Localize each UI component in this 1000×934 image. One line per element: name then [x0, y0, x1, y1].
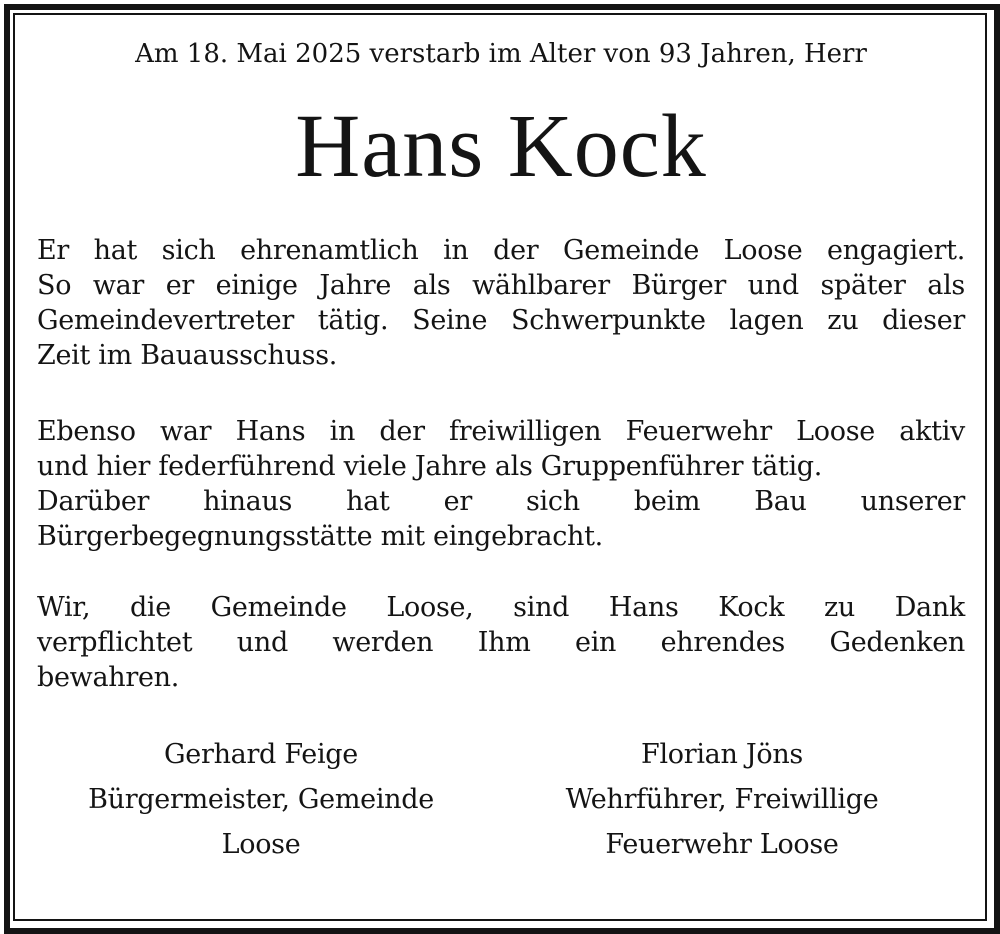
signatory-name: Gerhard Feige: [164, 739, 358, 770]
intro-line: Am 18. Mai 2025 verstarb im Alter von 93 Jahren, Herr: [135, 39, 867, 69]
paragraph-line: Bürgerbegegnungsstätte mit eingebracht.: [37, 521, 603, 552]
paragraph-civic-service: [37, 233, 965, 373]
paragraph-gratitude: [37, 590, 965, 695]
paragraph-fire-brigade: [37, 414, 965, 554]
signatory-title: Bürgermeister, Gemeinde: [88, 784, 434, 815]
paragraph-line: und hier federführend viele Jahre als Gruppenführer tätig.: [37, 451, 823, 482]
signatory-name: Florian Jöns: [641, 739, 803, 770]
paragraph-line: Wir, die Gemeinde Loose, sind Hans Kock zu Dank: [37, 592, 965, 623]
paragraph-line: So war er einige Jahre als wählbarer Bürger und später als: [37, 270, 965, 301]
signatory-mayor: [41, 732, 481, 867]
paragraph-line: Gemeindevertreter tätig. Seine Schwerpunkte lagen zu dieser: [37, 305, 965, 336]
signatory-title: Wehrführer, Freiwillige: [565, 784, 879, 815]
signatory-title: Feuerwehr Loose: [605, 829, 839, 860]
paragraph-line: bewahren.: [37, 662, 180, 693]
paragraph-line: Er hat sich ehrenamtlich in der Gemeinde Loose engagiert.: [37, 235, 965, 266]
paragraph-line: Darüber hinaus hat er sich beim Bau unserer: [37, 486, 965, 517]
deceased-name: Hans Kock: [295, 97, 707, 196]
signatory-title: Loose: [221, 829, 301, 860]
paragraph-line: verpflichtet und werden Ihm ein ehrendes Gedenken: [37, 627, 965, 658]
paragraph-line: Ebenso war Hans in der freiwilligen Feuerwehr Loose aktiv: [37, 416, 965, 447]
signatory-fire-chief: [502, 732, 942, 867]
paragraph-line: Zeit im Bauausschuss.: [37, 340, 338, 371]
